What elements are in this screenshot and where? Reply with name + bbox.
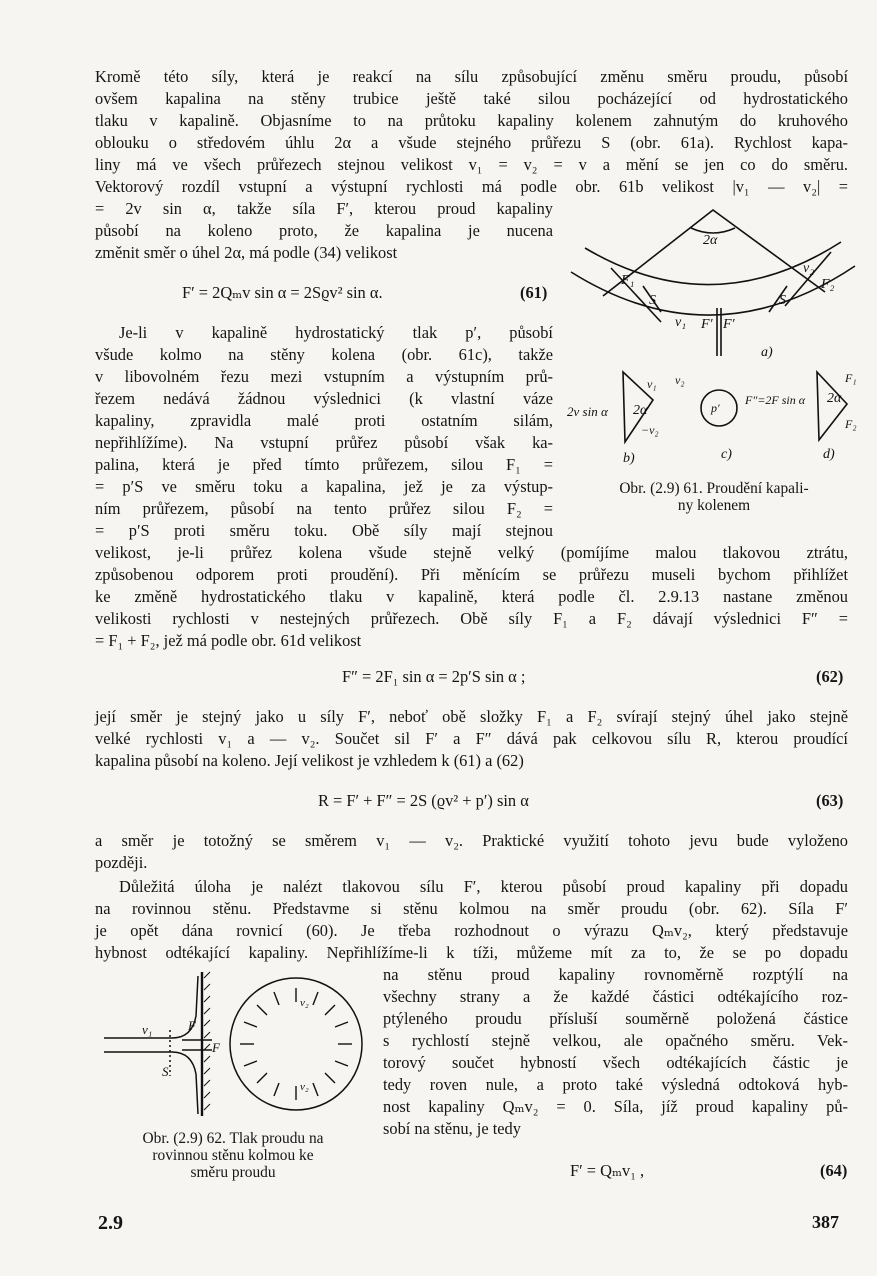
fig-label: F₂	[821, 277, 835, 292]
fig-label: F₁	[845, 371, 857, 385]
fig-label: F₂	[845, 417, 857, 431]
caption-line: rovinnou stěnu kolmou ke	[152, 1147, 314, 1164]
fig-label: b)	[623, 451, 635, 466]
text-line: = 2v sin α, takže síla F′, kterou proud kapaliny	[95, 199, 553, 218]
fig-label: v₂	[803, 261, 815, 276]
text-line: v libovolném řezu mezi vstupním a výstupním prů-	[95, 367, 553, 386]
text-line: ke změně hydrostatického tlaku v kapalině, která podle čl. 2.9.13 nastane změnou	[95, 587, 848, 606]
text-line: změnit směr o úhel 2α, má podle (34) velikost	[95, 243, 398, 262]
caption-line: ny kolenem	[677, 497, 751, 514]
fig-label: v₁	[142, 1022, 153, 1037]
text-line: hybnost odtékající kapaliny. Nepřihlížíme-li k tíži, můžeme mít za to, že se po dopadu	[95, 943, 848, 962]
fig-label: F₁	[621, 273, 635, 288]
text-line: tedy roven nule, a proto také výsledná odtoková hyb-	[383, 1075, 848, 1094]
text-line: ním průřezem, působí na tento průřez silou F₂ =	[95, 499, 553, 518]
text-line: velké rychlosti v₁ a — v₂. Součet sil F′ a F″ dává pak celkovou sílu R, kterou proudící	[95, 729, 848, 748]
fig-label: a)	[761, 345, 773, 360]
fig-label: v₁	[675, 315, 687, 330]
text-line: všechny strany a že každé částici odtékajícího roz-	[383, 987, 848, 1006]
equation-64: F′ = Qₘv₁ ,	[570, 1161, 645, 1180]
fig-label: S	[649, 293, 656, 308]
text-line: kapaliny, zpravidla malé proti ostatním silám,	[95, 411, 553, 430]
text-line: na rovinnou stěnu. Představme si stěnu kolmou na směr proudu (obr. 62). Síla F′	[95, 899, 848, 918]
text-line: Kromě této síly, která je reakcí na sílu způsobující změnu směru proudu, působí	[95, 67, 848, 86]
equation-number: (64)	[820, 1161, 848, 1180]
equation-number: (63)	[816, 791, 844, 810]
text-line: způsobenou odporem proti proudění). Při měnícím se průřezu museli bychom přihlížet	[95, 565, 848, 584]
text-line: = p′S ve směru toku a kapalina, jež je za výstup-	[95, 477, 553, 496]
equation-number: (61)	[520, 283, 548, 302]
text-line: později.	[95, 853, 148, 872]
text-line: ovšem kapalina na stěny trubice ještě také silou pocházející od hydrostatického	[95, 89, 848, 108]
text-line: její směr je stejný jako u síly F′, neboť obě složky F₁ a F₂ svírají stejný úhel jako stejně	[95, 707, 848, 726]
text-line: nepřihlížíme). Na vstupní průřez působí však ka-	[95, 433, 553, 452]
page-number: 387	[812, 1212, 839, 1232]
equation-63: R = F′ + F″ = 2S (ϱv² + p′) sin α	[318, 791, 529, 810]
text-line: všude kolmo na stěny kolena (obr. 61c), takže	[95, 345, 553, 364]
text-line: a směr je totožný se směrem v₁ — v₂. Praktické využití tohoto jevu bude vyloženo	[95, 831, 848, 850]
figure-62	[100, 966, 370, 1124]
text-line: působí na koleno proto, že kapalina je nucena	[95, 221, 553, 240]
fig-label: S	[162, 1064, 169, 1079]
text-line: torový součet hybností všech odtékajících částic je	[383, 1053, 848, 1072]
fig-label: v₁	[647, 377, 657, 391]
fig-label: S	[779, 293, 786, 308]
text-line: řezem nedává žádnou výslednici (k vlastní váze	[95, 389, 553, 408]
text-line: ptýleného proudu přísluší souměrně položená částice	[383, 1009, 848, 1028]
text-line: Je-li v kapalině hydrostatický tlak p′, působí	[119, 323, 553, 342]
section-number: 2.9	[98, 1212, 123, 1234]
text-line: nost kapaliny Qₘv₂ = 0. Síla, jíž proud kapaliny pů-	[383, 1097, 848, 1116]
fig-label: −v₂	[641, 423, 659, 437]
text-line: = F₁ + F₂, jež má podle obr. 61d velikost	[95, 631, 362, 650]
text-line: tlaku v kapalině. Objasníme to na průtoku kapaliny kolenem zahnutým do kruhového	[95, 111, 848, 130]
text-line: Důležitá úloha je nalézt tlakovou sílu F′, kterou působí proud kapaliny při dopadu	[119, 877, 848, 896]
caption-line: směru proudu	[190, 1164, 276, 1181]
text-line: na stěnu proud kapaliny rovnoměrně rozptýlí na	[383, 965, 848, 984]
text-line: velikosti rychlosti v nestejných průřezech. Obě síly F₁ a F₂ dávají výslednici F″ =	[95, 609, 848, 628]
fig-label: 2v sin α	[567, 404, 608, 419]
figure-61-caption	[578, 480, 850, 514]
figure-61	[563, 196, 855, 466]
text-line: s rychlostí stejně velkou, ale opačného směru. Vek-	[383, 1031, 848, 1050]
fig-label: 2α	[703, 233, 718, 248]
fig-label: F′	[701, 317, 713, 332]
text-line: = p′S proti směru toku. Obě síly mají stejnou	[95, 521, 553, 540]
figure-62-caption	[102, 1130, 364, 1181]
text-line: Vektorový rozdíl vstupní a výstupní rychlosti má podle obr. 61b velikost |v₁ — v₂| =	[95, 177, 848, 196]
text-line: sobí na stěnu, je tedy	[383, 1119, 521, 1138]
triangle-d	[817, 372, 847, 440]
fig-label: 2α	[827, 391, 842, 406]
equation-61: F′ = 2Qₘv sin α = 2Sϱv² sin α.	[182, 283, 383, 302]
fig-label: F″=2F sin α	[745, 393, 806, 407]
text-line: liny má ve všech průřezech stejnou velikost v₁ = v₂ = v a mění se jen co do směru.	[95, 155, 848, 174]
fig-label: v₂	[675, 373, 685, 387]
fig-label: v₂	[300, 1081, 309, 1093]
fig-label: F	[212, 1040, 220, 1055]
fig-label: F′	[723, 317, 735, 332]
text-line: kapalina působí na koleno. Její velikost je vzhledem k (61) a (62)	[95, 751, 524, 770]
caption-line: Obr. (2.9) 62. Tlak proudu na	[142, 1130, 324, 1147]
text-line: palina, která je před tímto průřezem, silou F₁ =	[95, 455, 553, 474]
fig-label: F	[188, 1018, 196, 1033]
fig-label: c)	[721, 447, 732, 462]
equation-number: (62)	[816, 667, 844, 686]
fig-label: v₂	[300, 997, 309, 1009]
equation-62: F″ = 2F₁ sin α = 2p′S sin α ;	[342, 667, 526, 686]
fig-label: 2α	[633, 403, 648, 418]
text-line: je opět dána rovnicí (60). Je třeba rozhodnout o výrazu Qₘv₂, který představuje	[95, 921, 848, 940]
bend-angle-lines	[603, 210, 825, 296]
caption-line: Obr. (2.9) 61. Proudění kapali-	[619, 480, 809, 497]
text-line: oblouku o středovém úhlu 2α a všude stejného průřezu S (obr. 61a). Rychlost kapa-	[95, 133, 848, 152]
fig-label: p′	[711, 401, 720, 415]
fig-label: d)	[823, 447, 835, 462]
text-line: velikost, je-li průřez kolena všude stejně velký (pomíjíme malou tlakovou ztrátu,	[95, 543, 848, 562]
